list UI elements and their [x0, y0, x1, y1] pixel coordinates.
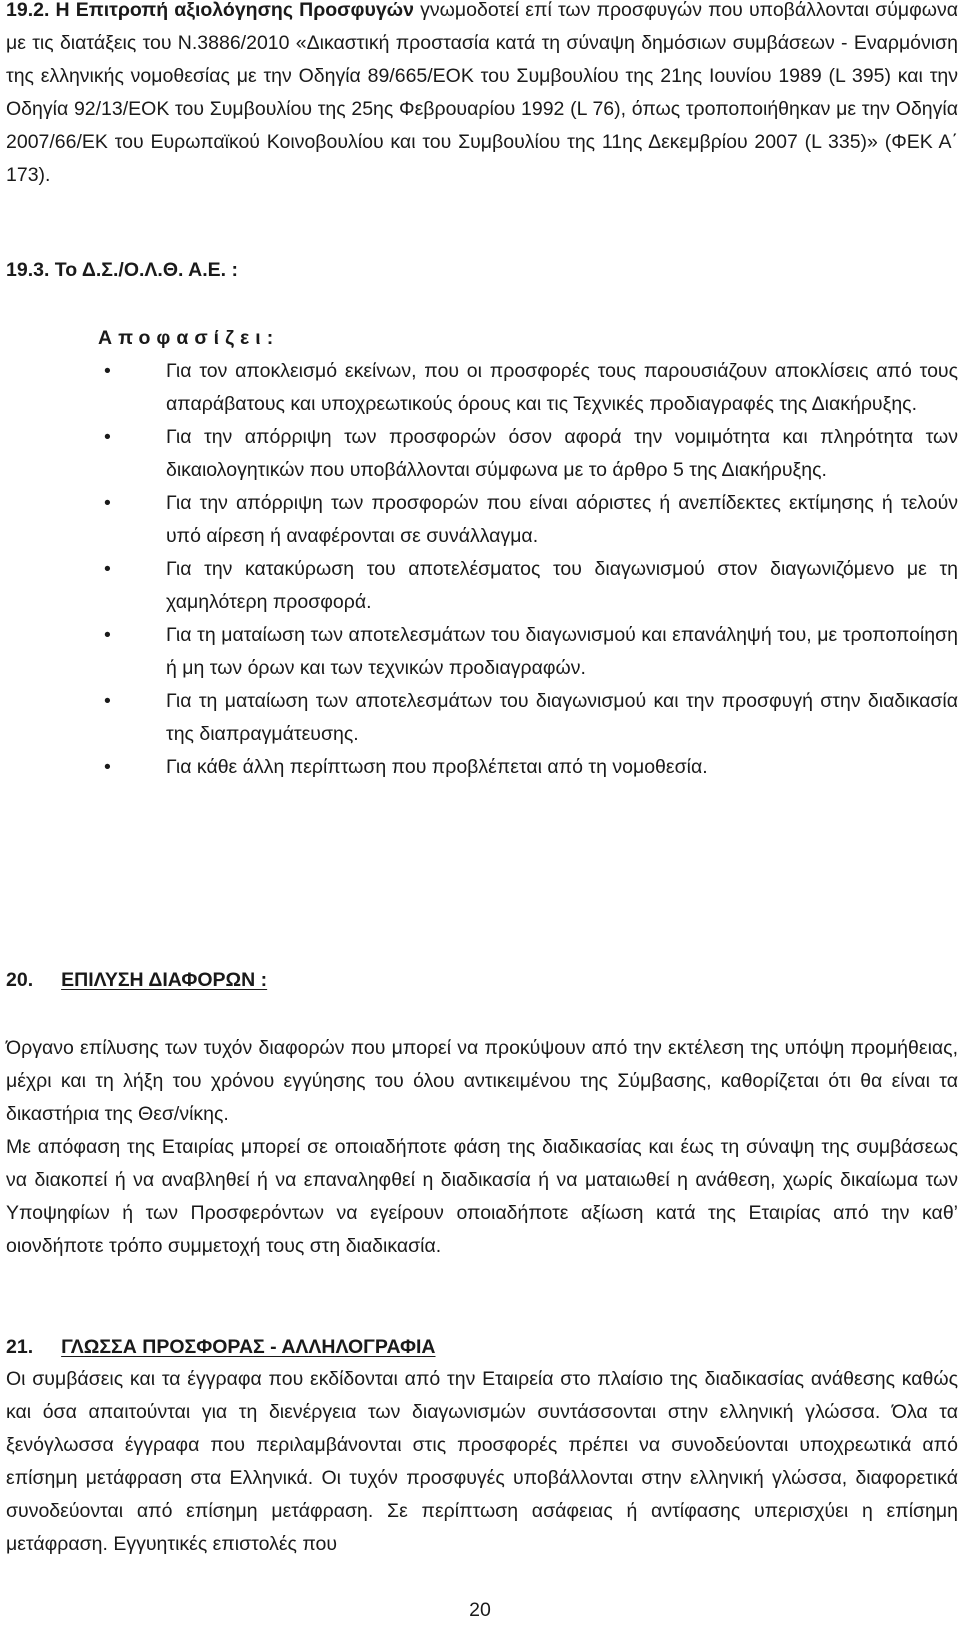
page-number: 20 — [469, 1599, 491, 1621]
section-20-heading — [6, 964, 267, 997]
bullet-icon: • — [104, 756, 111, 778]
section-19-2-paragraph — [6, 0, 958, 192]
bullet-icon: • — [104, 426, 111, 448]
list-item-text: Για τον αποκλεισμό εκείνων, που οι προσφορές τους παρουσιάζουν αποκλίσεις από τους απαράβατους και υποχρεωτικούς όρους και τις Τεχνικές προδιαγραφές της Διακήρυξης. — [166, 360, 958, 415]
list-item — [6, 685, 958, 751]
section-20-paragraph-2: Με απόφαση της Εταιρίας μπορεί σε οποιαδήποτε φάση της διαδικασίας και έως τη σύναψη της συμβάσεως να διακοπεί ή να αναβληθεί ή να επαναληφθεί η διαδικασία ή να ματαιωθεί η ανάθεση, χωρίς δικαίωμα των Υποψηφίων ή των Προσφερόντων να εγείρουν οποιαδήποτε αξίωση κατά της Εταιρίας από την καθ’ οιονδήποτε τρόπο συμμετοχή τους στη διαδικασία. — [6, 1136, 958, 1257]
list-item-text: Για κάθε άλλη περίπτωση που προβλέπεται από τη νομοθεσία. — [166, 756, 708, 778]
bullet-icon: • — [104, 492, 111, 514]
section-19-2-bold-lead: Η Επιτροπή αξιολόγησης Προσφυγών — [55, 0, 414, 21]
decides-label: Αποφασίζει: — [98, 327, 280, 349]
section-19-2-number: 19.2. — [6, 0, 50, 21]
section-19-2-text: γνωμοδοτεί επί των προσφυγών που υποβάλλονται σύμφωνα με τις διατάξεις του Ν.3886/2010 «Δικαστική προστασία κατά τη σύναψη δημόσιων συμβάσεων - Εναρμόνιση της ελληνικής νομοθεσίας με την Οδηγία 89/665/ΕΟΚ του Συμβουλίου της 21ης Ιουνίου 1989 (L 395) και την Οδηγία 92/13/ΕΟΚ του Συμβουλίου της 25ης Φεβρουαρίου 1992 (L 76), όπως τροποποιήθηκαν με την Οδηγία 2007/66/ΕΚ του Ευρωπαϊκού Κοινοβουλίου και του Συμβουλίου της 11ης Δεκεμβρίου 2007 (L 335)» (ΦΕΚ Α΄ 173). — [6, 0, 958, 186]
bullet-icon: • — [104, 624, 111, 646]
list-item-text: Για τη ματαίωση των αποτελεσμάτων του διαγωνισμού και επανάληψή του, με τροποποίηση ή μη των όρων και των τεχνικών προδιαγραφών. — [166, 624, 958, 679]
list-item — [6, 751, 958, 784]
section-19-3-title: 19.3. Το Δ.Σ./Ο.Λ.Θ. Α.Ε. : — [6, 259, 238, 281]
section-21-paragraph: Οι συμβάσεις και τα έγγραφα που εκδίδονται από την Εταιρεία στο πλαίσιο της διαδικασίας ανάθεσης καθώς και όσα απαιτούνται για τη διενέργεια των διαγωνισμών συντάσσονται στην ελληνική γλώσσα. Όλα τα ξενόγλωσσα έγγραφα που περιλαμβάνονται στις προσφορές πρέπει να συνοδεύονται υποχρεωτικά από επίσημη μετάφραση στα Ελληνικά. Οι τυχόν προσφυγές υποβάλλονται στην ελληνική γλώσσα, διαφορετικά συνοδεύονται από επίσημη μετάφραση. Σε περίπτωση ασάφειας ή αντίφασης υπερισχύει η επίσημη μετάφραση. Εγγυητικές επιστολές που — [6, 1368, 958, 1555]
list-item — [6, 355, 958, 421]
list-item-text: Για τη ματαίωση των αποτελεσμάτων του διαγωνισμού και την προσφυγή στην διαδικασία της διαπραγμάτευσης. — [166, 690, 958, 745]
list-item — [6, 553, 958, 619]
list-item-text: Για την απόρριψη των προσφορών όσον αφορά την νομιμότητα και πληρότητα των δικαιολογητικών που υποβάλλονται σύμφωνα με το άρθρο 5 της Διακήρυξης. — [166, 426, 958, 481]
section-21-number: 21. — [6, 1336, 34, 1358]
list-item — [6, 421, 958, 487]
section-21-title: ΓΛΩΣΣΑ ΠΡΟΣΦΟΡΑΣ - ΑΛΛΗΛΟΓΡΑΦΙΑ — [61, 1336, 436, 1358]
section-20-number: 20. — [6, 969, 34, 991]
list-item-text: Για την κατακύρωση του αποτελέσματος του διαγωνισμού στον διαγωνιζόμενο με τη χαμηλότερη προσφορά. — [166, 558, 958, 613]
decisions-list — [6, 355, 958, 784]
bullet-icon: • — [104, 558, 111, 580]
section-20-paragraph-1: Όργανο επίλυσης των τυχόν διαφορών που μπορεί να προκύψουν από την εκτέλεση της υπόψη προμήθειας, μέχρι και τη λήξη του χρόνου εγγύησης του όλου αντικειμένου της Σύμβασης, καθορίζεται ότι θα είναι τα δικαστήρια της Θεσ/νίκης. — [6, 1037, 958, 1125]
list-item-text: Για την απόρριψη των προσφορών που είναι αόριστες ή ανεπίδεκτες εκτίμησης ή τελούν υπό αίρεση ή αναφέρονται σε συνάλλαγμα. — [166, 492, 958, 547]
section-21-heading — [6, 1331, 436, 1364]
bullet-icon: • — [104, 690, 111, 712]
list-item — [6, 619, 958, 685]
list-item — [6, 487, 958, 553]
bullet-icon: • — [104, 360, 111, 382]
section-20-title: ΕΠΙΛΥΣΗ ΔΙΑΦΟΡΩΝ : — [61, 969, 268, 991]
